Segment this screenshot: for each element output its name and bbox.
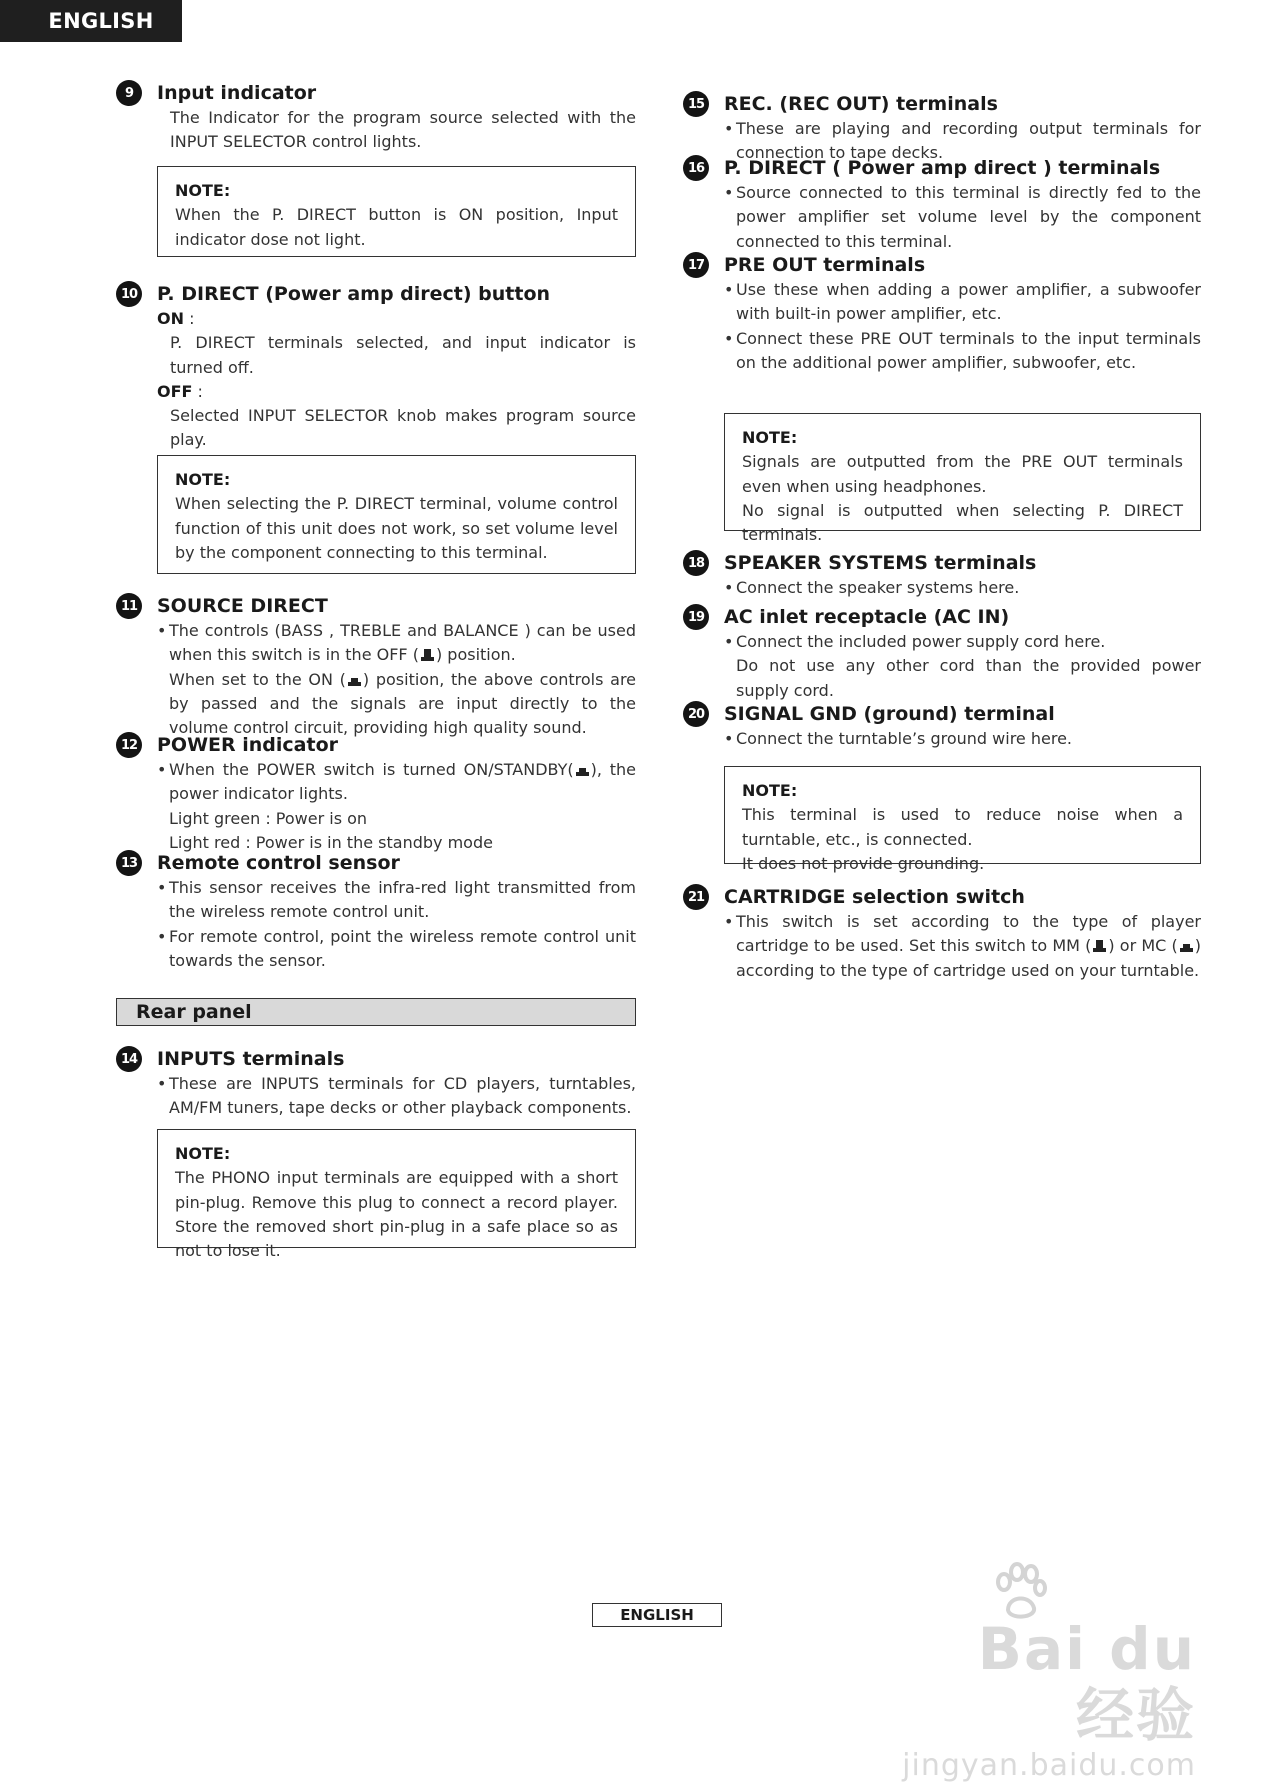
item-text: ON : P. DIRECT terminals selected, and input indicator is turned off. OFF : Selected INPUT SELECTOR knob makes program source play. [157,309,636,450]
number-badge: 17 [683,252,709,278]
item-text: • Source connected to this terminal is directly fed to the power amplifier set volume level by the component connected to this terminal. [724,183,1201,251]
item-ac-inlet [683,604,1201,703]
language-tab-top: ENGLISH [0,0,182,42]
switch-off-icon [419,649,436,661]
item-text: The Indicator for the program source selected with the INPUT SELECTOR control lights. [170,108,636,152]
watermark-url: jingyan.baidu.com [902,1748,1196,1783]
item-text: • Use these when adding a power amplifier, a subwoofer with built-in power amplifier, etc. • Connect these PRE OUT terminals to the input terminals on the additional power amplifier, subwoofer, etc. [724,280,1201,372]
item-title: SPEAKER SYSTEMS terminals [724,552,1037,574]
item-text: • Connect the turntable’s ground wire here. [724,729,1072,748]
number-badge: 14 [116,1046,142,1072]
item-signal-gnd [683,701,1201,751]
note-box: NOTE: When selecting the P. DIRECT terminal, volume control function of this unit does not work, so set volume level by the component connecting to this terminal. [157,455,636,574]
note-box: NOTE: When the P. DIRECT button is ON position, Input indicator dose not light. [157,166,636,257]
note-box: NOTE: This terminal is used to reduce noise when a turntable, etc., is connected. It does not provide grounding. [724,766,1201,864]
item-title: INPUTS terminals [157,1048,345,1070]
number-badge: 13 [116,850,142,876]
switch-on-icon [346,674,363,686]
item-input-indicator [116,80,636,155]
item-text: • This switch is set according to the type of player cartridge to be used. Set this switch to MM ( ) or MC ( ) according to the type of cartridge used on your turntable. [724,912,1201,980]
item-text: • Connect the included power supply cord here. Do not use any other cord than the provided power supply cord. [724,632,1201,700]
switch-mc-icon [1178,940,1195,952]
number-badge: 20 [683,701,709,727]
item-text: • The controls (BASS , TREBLE and BALANCE ) can be used when this switch is in the OFF ( ) position. When set to the ON ( ) position, the above controls are by passed and the signals are input directly to the volume control circuit, providing high quality sound. [157,621,637,738]
number-badge: 10 [116,281,142,307]
item-title: P. DIRECT (Power amp direct) button [157,283,551,305]
language-tab-bottom: ENGLISH [592,1603,722,1627]
item-title: SOURCE DIRECT [157,595,328,617]
note-box: NOTE: The PHONO input terminals are equipped with a short pin-plug. Remove this plug to connect a record player. Store the removed short pin-plug in a safe place so as not to lose it. [157,1129,636,1248]
number-badge: 19 [683,604,709,630]
paw-icon [990,1562,1050,1622]
number-badge: 18 [683,550,709,576]
item-remote-sensor [116,850,636,973]
item-text: • This sensor receives the infra-red light transmitted from the wireless remote control unit. • For remote control, point the wireless remote control unit towards the sensor. [157,878,636,970]
item-title: SIGNAL GND (ground) terminal [724,703,1055,725]
item-cartridge-switch [683,884,1201,983]
item-title: PRE OUT terminals [724,254,926,276]
number-badge: 9 [116,80,142,106]
item-text: • These are INPUTS terminals for CD players, turntables, AM/FM tuners, tape decks or other playback components. [157,1074,636,1118]
item-p-direct-terminals [683,155,1201,254]
number-badge: 16 [683,155,709,181]
item-title: REC. (REC OUT) terminals [724,93,998,115]
item-p-direct-button [116,281,636,453]
baidu-watermark [902,1560,1210,1783]
switch-standby-icon [574,764,591,776]
item-text: • When the POWER switch is turned ON/STANDBY( ), the power indicator lights. Light green : Power is on Light red : Power is in the standby mode [157,760,637,852]
item-title: POWER indicator [157,734,339,756]
item-title: Input indicator [157,82,317,104]
item-power-indicator [116,732,636,855]
number-badge: 15 [683,91,709,117]
item-speaker-terminals [683,550,1201,600]
item-text: • These are playing and recording output terminals for connection to tape decks. [724,119,1201,163]
number-badge: 21 [683,884,709,910]
section-heading-rear-panel: Rear panel [116,998,636,1026]
item-pre-out-terminals [683,252,1201,375]
item-source-direct [116,593,636,740]
number-badge: 12 [116,732,142,758]
note-box: NOTE: Signals are outputted from the PRE OUT terminals even when using headphones. No signal is outputted when selecting P. DIRECT terminals. [724,413,1201,531]
item-title: AC inlet receptacle (AC IN) [724,606,1010,628]
item-title: CARTRIDGE selection switch [724,886,1025,908]
item-inputs-terminals [116,1046,636,1121]
item-title: P. DIRECT ( Power amp direct ) terminals [724,157,1161,179]
number-badge: 11 [116,593,142,619]
item-title: Remote control sensor [157,852,400,874]
switch-mm-icon [1091,940,1108,952]
watermark-brand: Bai du 经验 [977,1615,1196,1749]
item-text: • Connect the speaker systems here. [724,578,1020,597]
